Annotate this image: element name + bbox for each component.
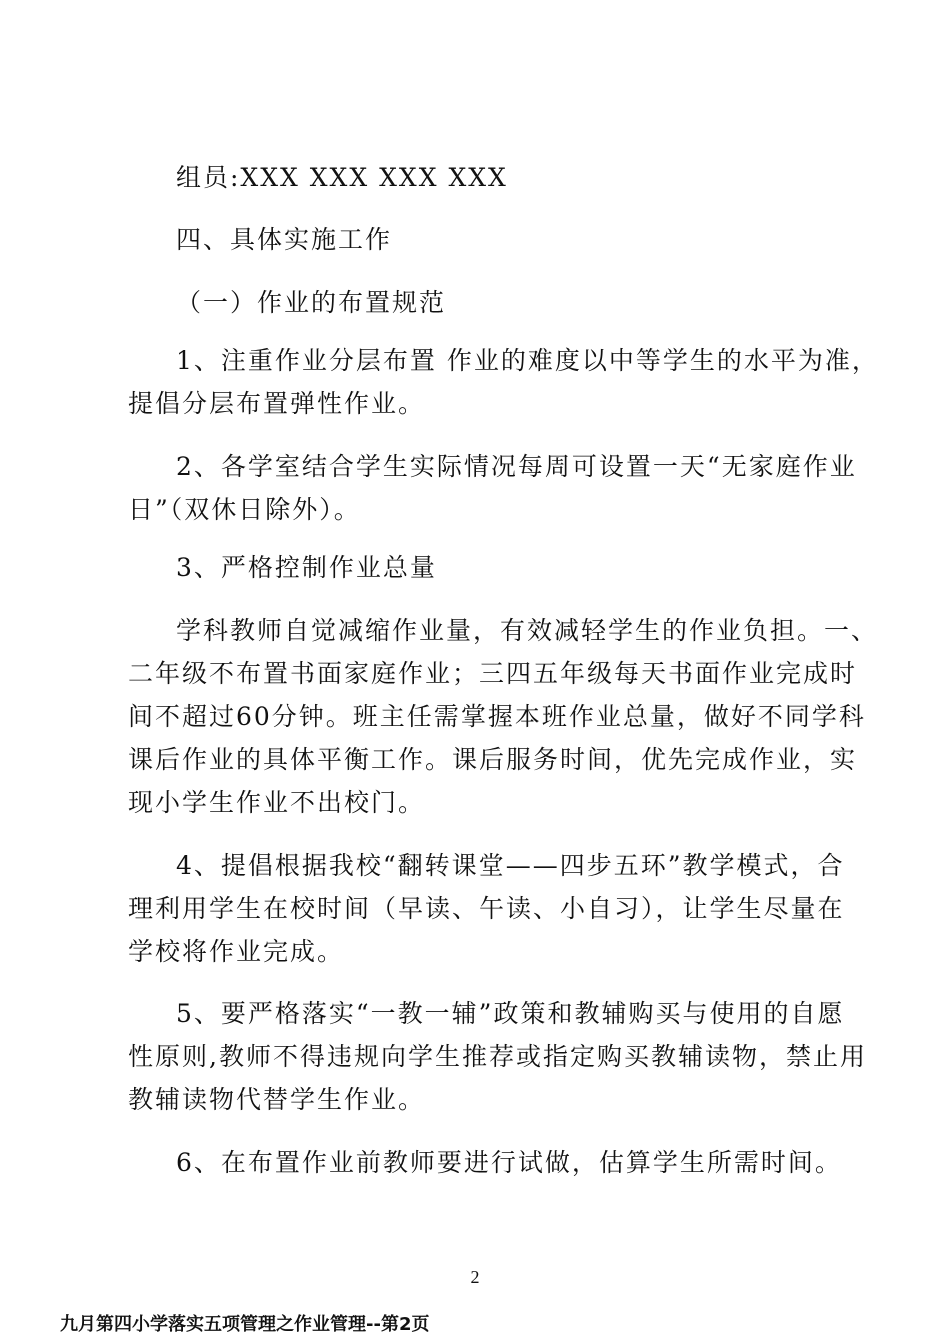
item-3-para-line-5: 现小学生作业不出校门。 [128, 788, 426, 817]
item-1-line-1: 1、注重作业分层布置 作业的难度以中等学生的水平为准， [176, 346, 879, 375]
page-number: 2 [470, 1267, 480, 1287]
item-5-line-2: 性原则,教师不得违规向学生推荐或指定购买教辅读物，禁止用 [128, 1042, 867, 1071]
item-5-line-1: 5、要严格落实“一教一辅”政策和教辅购买与使用的自愿 [176, 999, 845, 1028]
item-5-line-3: 教辅读物代替学生作业。 [128, 1085, 426, 1114]
item-3-para-line-2: 二年级不布置书面家庭作业；三四五年级每天书面作业完成时 [128, 659, 858, 688]
item-4-line-2: 理利用学生在校时间（早读、午读、小自习），让学生尽量在 [128, 894, 845, 923]
item-6-line-1: 6、在布置作业前教师要进行试做，估算学生所需时间。 [176, 1148, 842, 1177]
subsection-heading-1: （一）作业的布置规范 [176, 288, 447, 317]
item-4-line-1: 4、提倡根据我校“翻转课堂——四步五环”教学模式，合 [176, 851, 845, 880]
item-1-line-2: 提倡分层布置弹性作业。 [128, 389, 426, 418]
item-3-para-line-4: 课后作业的具体平衡工作。课后服务时间，优先完成作业，实 [128, 745, 858, 774]
page-footer: 九月第四小学落实五项管理之作业管理--第2页 [60, 1314, 430, 1335]
item-2-line-1: 2、各学室结合学生实际情况每周可设置一天“无家庭作业 [176, 452, 857, 481]
item-2-line-2: 日”（双休日除外）。 [128, 495, 361, 524]
item-3-para-line-3: 间不超过60分钟。班主任需掌握本班作业总量，做好不同学科 [128, 702, 866, 731]
members-line: 组员:XXX XXX XXX XXX [176, 163, 508, 192]
item-4-line-3: 学校将作业完成。 [128, 937, 345, 966]
section-heading-4: 四、具体实施工作 [176, 225, 393, 254]
item-3-heading: 3、严格控制作业总量 [176, 553, 437, 582]
item-3-para-line-1: 学科教师自觉减缩作业量，有效减轻学生的作业负担。一、 [176, 616, 879, 645]
